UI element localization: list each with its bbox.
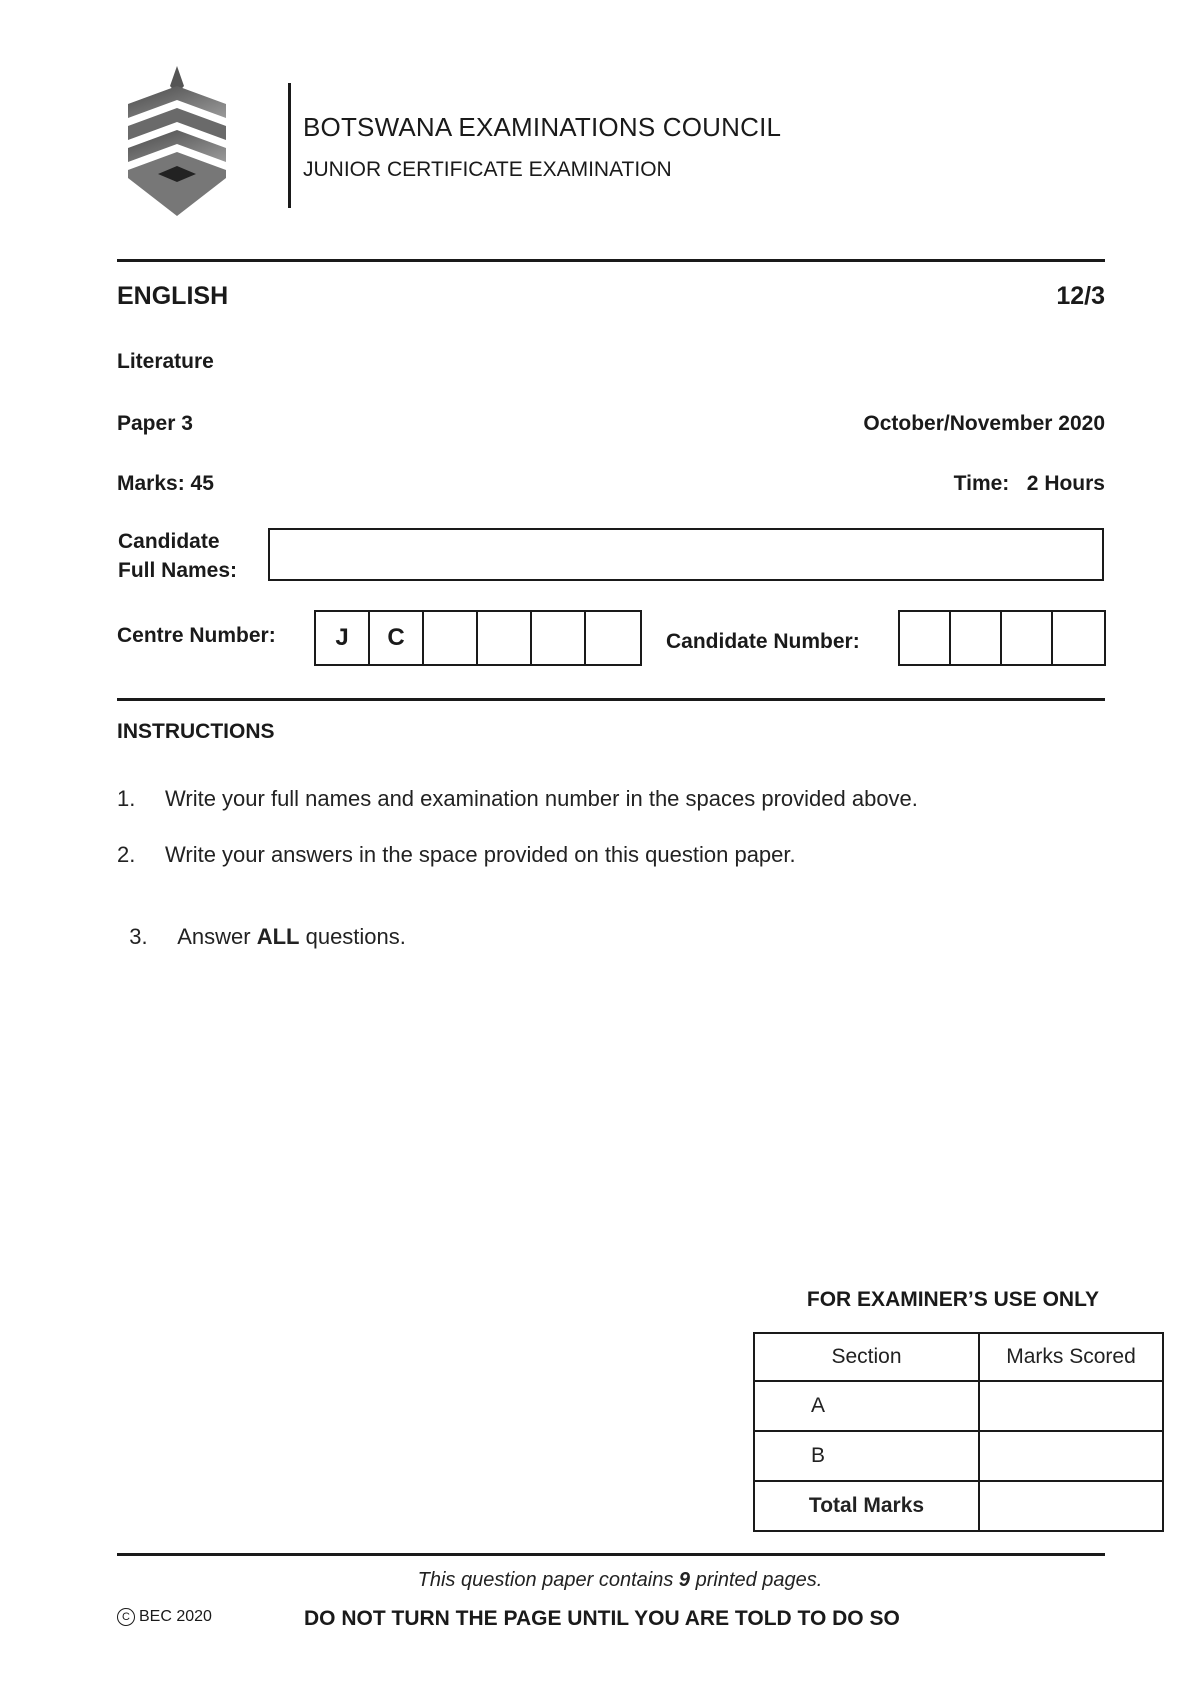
candidate-number-cell[interactable] <box>1053 612 1104 664</box>
centre-number-cell[interactable] <box>424 612 478 664</box>
middle-rule <box>117 698 1105 701</box>
paper-code: 12/3 <box>1056 282 1105 310</box>
candidate-number-field[interactable] <box>898 610 1106 666</box>
centre-number-cell[interactable]: C <box>370 612 424 664</box>
copyright-text: BEC 2020 <box>139 1608 212 1625</box>
marks-total: Marks: 45 <box>117 472 214 495</box>
instruction-number: 3. <box>129 924 148 949</box>
copyright-icon: C <box>117 1608 135 1626</box>
candidate-names-label-line2: Full Names: <box>118 559 238 582</box>
section-label: B <box>754 1431 979 1481</box>
total-marks-cell[interactable] <box>979 1481 1163 1531</box>
page-count-note <box>0 1569 1200 1592</box>
table-row <box>754 1381 1163 1431</box>
bec-logo-icon <box>128 66 226 216</box>
centre-number-label: Centre Number: <box>117 624 276 647</box>
candidate-number-cell[interactable] <box>1002 612 1053 664</box>
centre-number-cell[interactable]: J <box>316 612 370 664</box>
instruction-number: 1. <box>117 786 136 811</box>
exam-name: JUNIOR CERTIFICATE EXAMINATION <box>303 158 672 181</box>
instruction-text-pre: Answer <box>177 924 257 949</box>
top-rule <box>117 259 1105 262</box>
council-name: BOTSWANA EXAMINATIONS COUNCIL <box>303 112 782 142</box>
candidate-number-cell[interactable] <box>951 612 1002 664</box>
marks-cell[interactable] <box>979 1431 1163 1481</box>
candidate-number-cell[interactable] <box>900 612 951 664</box>
footer-rule <box>117 1553 1105 1556</box>
subject-title: ENGLISH <box>117 282 229 310</box>
candidate-names-label <box>118 527 237 585</box>
page-count-text-end: printed pages. <box>690 1569 823 1591</box>
centre-number-cell[interactable] <box>532 612 586 664</box>
section-column-header: Section <box>754 1333 979 1381</box>
examiner-marks-table <box>753 1332 1164 1532</box>
marks-column-header: Marks Scored <box>979 1333 1163 1381</box>
instruction-item <box>117 898 406 950</box>
page-count-number: 9 <box>678 1569 691 1591</box>
instruction-text-post: questions. <box>299 924 406 949</box>
table-total-row <box>754 1481 1163 1531</box>
table-row <box>754 1431 1163 1481</box>
exam-duration: Time: 2 Hours <box>953 472 1105 495</box>
instruction-text: Write your answers in the space provided on this question paper. <box>165 842 796 867</box>
candidate-names-field[interactable] <box>268 528 1104 581</box>
instruction-text-emphasis: ALL <box>256 924 300 949</box>
table-header-row <box>754 1333 1163 1381</box>
instruction-item <box>117 786 918 812</box>
candidate-number-label: Candidate Number: <box>666 630 860 653</box>
total-marks-label: Total Marks <box>754 1481 979 1531</box>
header-divider <box>288 83 291 208</box>
marks-cell[interactable] <box>979 1381 1163 1431</box>
exam-session: October/November 2020 <box>863 412 1105 435</box>
component-name: Literature <box>117 350 214 373</box>
paper-number: Paper 3 <box>117 412 193 435</box>
page-count-text: This question paper contains <box>417 1569 679 1591</box>
copyright-notice <box>117 1608 212 1626</box>
centre-number-cell[interactable] <box>478 612 532 664</box>
instruction-text: Write your full names and examination number in the spaces provided above. <box>165 786 918 811</box>
instruction-item <box>117 842 796 868</box>
centre-number-cell[interactable] <box>586 612 640 664</box>
do-not-turn-warning: DO NOT TURN THE PAGE UNTIL YOU ARE TOLD TO DO SO <box>304 1607 900 1630</box>
candidate-names-label-line1: Candidate <box>118 530 220 553</box>
instruction-number: 2. <box>117 842 136 867</box>
section-label: A <box>754 1381 979 1431</box>
centre-number-field[interactable] <box>314 610 642 666</box>
instructions-title: INSTRUCTIONS <box>117 720 275 743</box>
examiner-use-title: FOR EXAMINER’S USE ONLY <box>806 1288 1099 1311</box>
